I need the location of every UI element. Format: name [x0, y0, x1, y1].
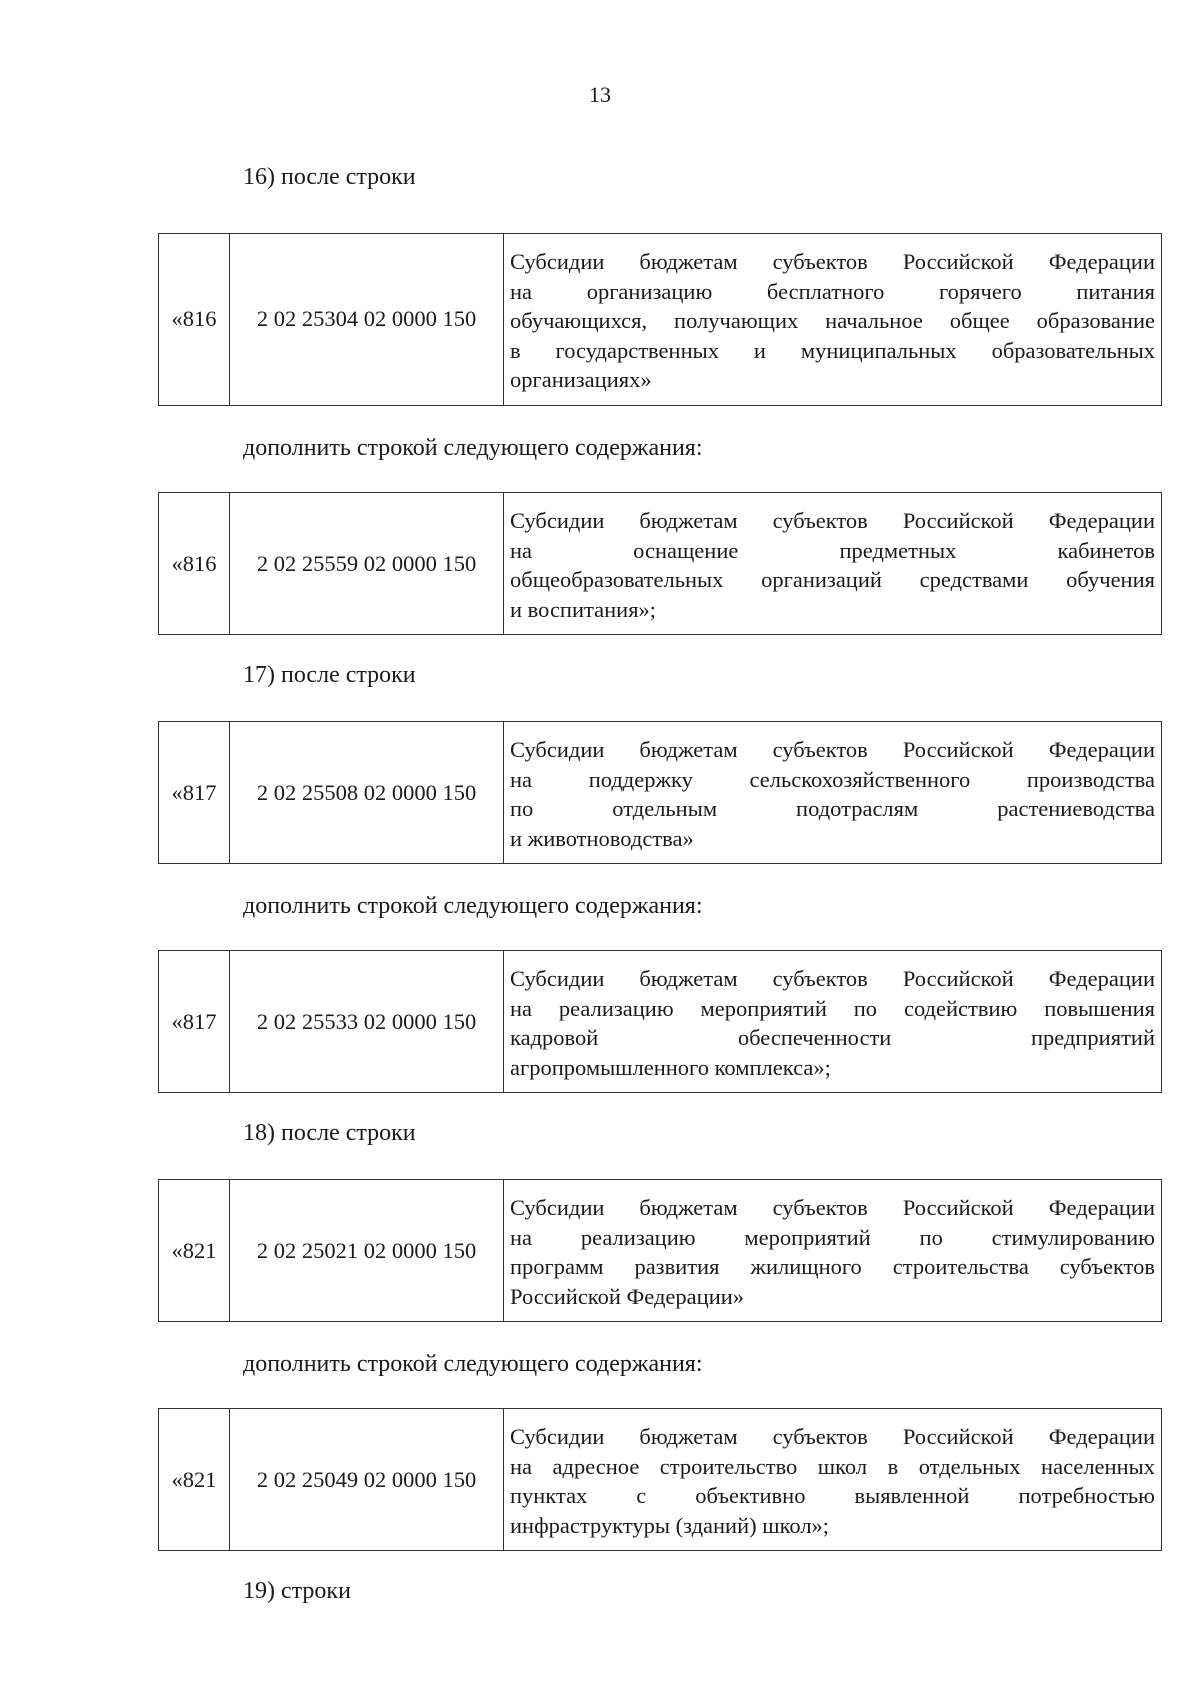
add-row-instruction: дополнить строкой следующего содержания: [243, 1351, 703, 1377]
item-16-heading: 16) после строки [243, 164, 416, 190]
row-number: «821 [159, 1409, 230, 1551]
table-row-816-new [158, 492, 1162, 635]
row-number: «821 [159, 1180, 230, 1322]
row-description: Субсидии бюджетам субъектов Российской Федерации на поддержку сельскохозяйственного производства по отдельным подотраслям растениеводства и животноводства» [504, 722, 1162, 864]
add-row-instruction: дополнить строкой следующего содержания: [243, 893, 703, 919]
row-number: «817 [159, 722, 230, 864]
row-number: «816 [159, 493, 230, 635]
budget-code: 2 02 25508 02 0000 150 [230, 722, 504, 864]
item-19-heading: 19) строки [243, 1578, 351, 1604]
page-number: 13 [589, 82, 611, 107]
table-row-821-new [158, 1408, 1162, 1551]
row-number: «817 [159, 951, 230, 1093]
item-18-heading: 18) после строки [243, 1120, 416, 1146]
budget-code: 2 02 25304 02 0000 150 [230, 234, 504, 406]
add-row-instruction: дополнить строкой следующего содержания: [243, 435, 703, 461]
budget-code: 2 02 25533 02 0000 150 [230, 951, 504, 1093]
row-description: Субсидии бюджетам субъектов Российской Федерации на реализацию мероприятий по стимулированию программ развития жилищного строительства субъектов Российской Федерации» [504, 1180, 1162, 1322]
row-description: Субсидии бюджетам субъектов Российской Федерации на адресное строительство школ в отдельных населенных пунктах с объективно выявленной потребностью инфраструктуры (зданий) школ»; [504, 1409, 1162, 1551]
row-description: Субсидии бюджетам субъектов Российской Федерации на оснащение предметных кабинетов общеобразовательных организаций средствами обучения и воспитания»; [504, 493, 1162, 635]
table-row-821-before [158, 1179, 1162, 1322]
row-description: Субсидии бюджетам субъектов Российской Федерации на реализацию мероприятий по содействию повышения кадровой обеспеченности предприятий агропромышленного комплекса»; [504, 951, 1162, 1093]
budget-code: 2 02 25021 02 0000 150 [230, 1180, 504, 1322]
budget-code: 2 02 25559 02 0000 150 [230, 493, 504, 635]
table-row-817-before [158, 721, 1162, 864]
row-description: Субсидии бюджетам субъектов Российской Федерации на организацию бесплатного горячего питания обучающихся, получающих начальное общее образование в государственных и муниципальных образовательных организациях» [504, 234, 1162, 406]
table-row-816-before [158, 233, 1162, 406]
row-number: «816 [159, 234, 230, 406]
item-17-heading: 17) после строки [243, 662, 416, 688]
table-row-817-new [158, 950, 1162, 1093]
budget-code: 2 02 25049 02 0000 150 [230, 1409, 504, 1551]
